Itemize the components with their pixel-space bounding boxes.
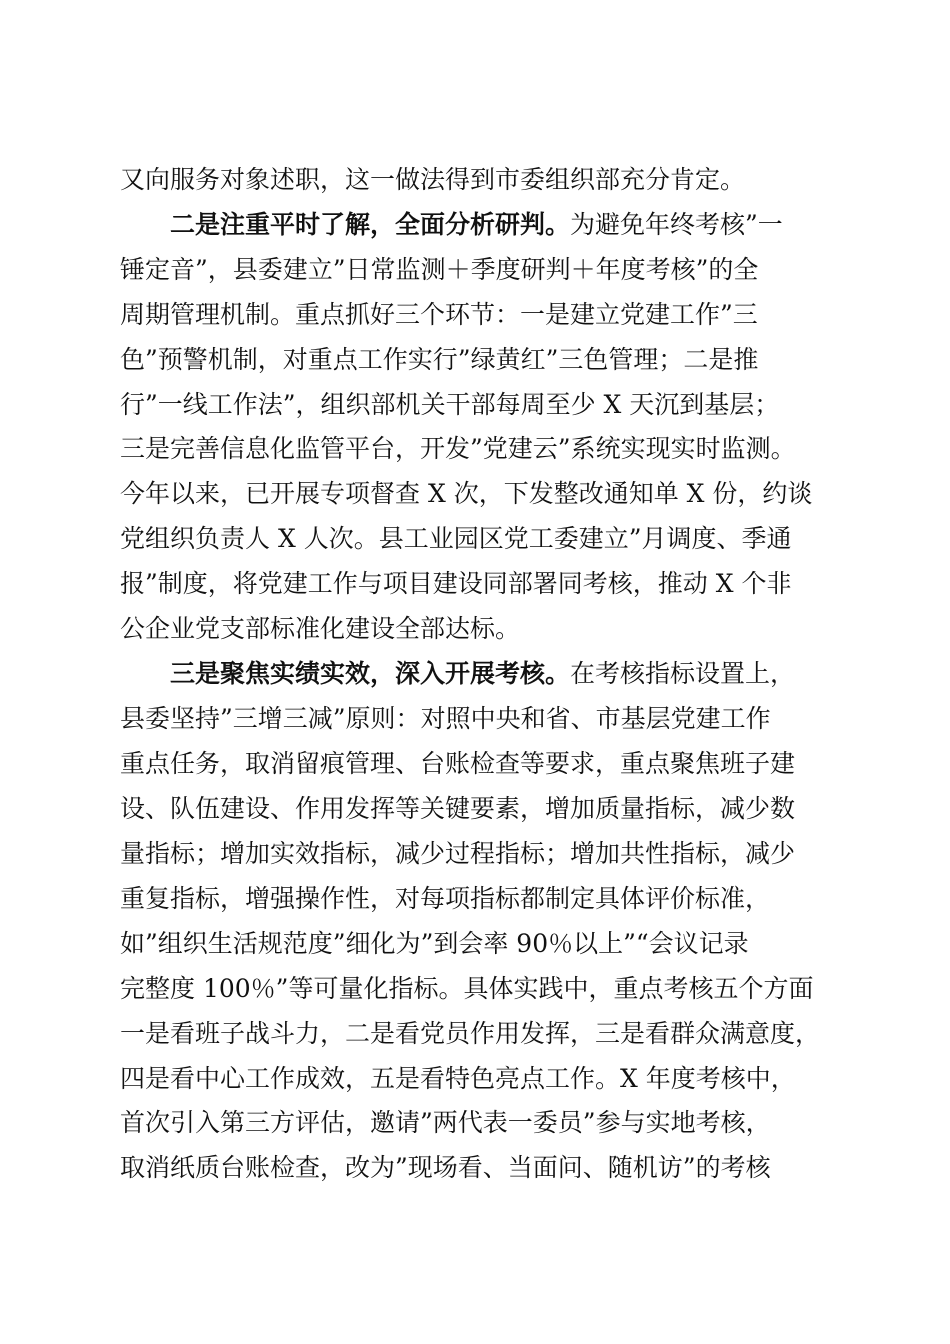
body-line: 完整度 100％”等可量化指标。具体实践中，重点考核五个方面 (120, 974, 814, 1003)
paragraph-heading: 二是注重平时了解，全面分析研判。 (170, 210, 571, 239)
body-line: 四是看中心工作成效，五是看特色亮点工作。X 年度考核中， (120, 1064, 796, 1093)
body-line: 色”预警机制，对重点工作实行”绿黄红”三色管理；二是推 (120, 345, 759, 374)
body-line: 首次引入第三方评估，邀请”两代表一委员”参与实地考核， (120, 1108, 771, 1137)
body-line: 取消纸质台账检查，改为”现场看、当面问、随机访”的考核 (120, 1153, 771, 1182)
body-line: 行”一线工作法”，组织部机关干部每周至少 X 天沉到基层； (120, 390, 780, 419)
paragraph-first-line (170, 210, 783, 240)
body-line: 报”制度，将党建工作与项目建设同部署同考核，推动 X 个非 (120, 569, 792, 598)
body-line: 一是看班子战斗力，二是看党员作用发挥，三是看群众满意度， (120, 1019, 821, 1048)
body-line: 周期管理机制。重点抓好三个环节：一是建立党建工作”三 (120, 300, 758, 329)
body-line: 重复指标，增强操作性，对每项指标都制定具体评价标准， (120, 884, 771, 913)
body-line: 党组织负责人 X 人次。县工业园区党工委建立”月调度、季通 (120, 524, 792, 553)
body-line: 设、队伍建设、作用发挥等关键要素，增加质量指标，减少数 (120, 794, 796, 823)
paragraph-first-line (170, 659, 795, 689)
body-line: 锤定音”，县委建立”日常监测＋季度研判＋年度考核”的全 (120, 255, 759, 284)
body-line: 今年以来，已开展专项督查 X 次，下发整改通知单 X 份，约谈 (120, 479, 813, 508)
body-line: 公企业党支部标准化建设全部达标。 (120, 614, 521, 643)
body-line: 县委坚持”三增三减”原则：对照中央和省、市基层党建工作 (120, 704, 771, 733)
paragraph-heading: 三是聚焦实绩实效，深入开展考核。 (170, 659, 571, 688)
body-line: 重点任务，取消留痕管理、台账检查等要求，重点聚焦班子建 (120, 749, 796, 778)
body-line: 三是完善信息化监管平台，开发”党建云”系统实现实时监测。 (120, 434, 796, 463)
body-text: 在考核指标设置上， (570, 659, 796, 688)
body-line: 又向服务对象述职，这一做法得到市委组织部充分肯定。 (120, 165, 746, 194)
body-text: 为避免年终考核”一 (570, 210, 783, 239)
body-line: 量指标；增加实效指标，减少过程指标；增加共性指标，减少 (120, 839, 796, 868)
body-line: 如”组织生活规范度”细化为”到会率 90％以上”“会议记录 (120, 929, 749, 958)
